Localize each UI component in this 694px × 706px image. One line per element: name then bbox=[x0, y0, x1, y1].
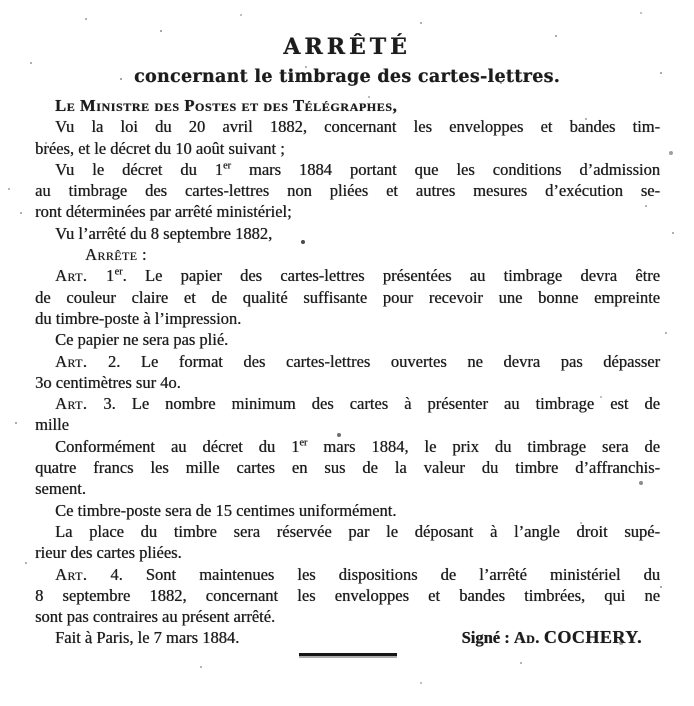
text-run: Conformément au décret du 1 bbox=[55, 436, 300, 456]
document-line bbox=[35, 478, 660, 499]
text-run: Art. 1 bbox=[55, 266, 115, 286]
text-run: Art. bbox=[55, 351, 88, 371]
text-run: Art. bbox=[55, 564, 88, 584]
document-line bbox=[35, 436, 660, 457]
text-run: du timbre-poste à l’impression. bbox=[35, 308, 242, 328]
text-run: de couleur claire et de qualité suffisante pour recevoir une bonne empreinte bbox=[35, 287, 660, 307]
text-run: 2. Le format des cartes-lettres ouvertes ne devra pas dépasser bbox=[87, 351, 660, 371]
document-line bbox=[35, 201, 660, 222]
document-line bbox=[35, 585, 660, 606]
document-line bbox=[35, 500, 660, 521]
text-run: brées, et le décret du 10 août suivant ; bbox=[35, 138, 285, 158]
document-line bbox=[35, 265, 660, 286]
document-line bbox=[35, 223, 660, 244]
text-run: 4. Sont maintenues les dispositions de l’arrêté ministériel du bbox=[87, 564, 660, 584]
text-run: Art. bbox=[55, 394, 88, 414]
text-run: Ce papier ne sera pas plié. bbox=[55, 330, 229, 350]
document-line bbox=[35, 457, 660, 478]
text-run: Ad. bbox=[513, 628, 540, 648]
text-run: er bbox=[222, 160, 231, 172]
end-rule bbox=[299, 653, 397, 656]
document-lines bbox=[35, 95, 660, 627]
document-subtitle: concernant le timbrage des cartes-lettres. bbox=[133, 67, 561, 87]
text-run: Signé : bbox=[461, 628, 514, 648]
document-line bbox=[35, 351, 660, 372]
document-line bbox=[35, 521, 660, 542]
document-line bbox=[35, 287, 660, 308]
document-line bbox=[35, 180, 660, 201]
text-run: 8 septembre 1882, concernant les enveloppes et bandes timbrées, qui ne bbox=[35, 585, 660, 605]
text-run: au timbrage des cartes-lettres non pliées et autres mesures d’exécution se- bbox=[35, 181, 660, 201]
document-line bbox=[35, 159, 660, 180]
document-line bbox=[35, 564, 660, 585]
document-line bbox=[35, 606, 660, 627]
document-line bbox=[35, 329, 660, 350]
text-run: Ce timbre-poste sera de 15 centimes uniformément. bbox=[55, 500, 397, 520]
text-run: ront déterminées par arrêté ministériel; bbox=[35, 202, 292, 222]
document-title: ARRÊTÉ bbox=[283, 34, 411, 60]
text-run: Vu l’arrêté du 8 septembre 1882, bbox=[55, 223, 273, 243]
text-run: er bbox=[299, 437, 308, 449]
signature bbox=[461, 627, 642, 648]
closing-place-date: Fait à Paris, le 7 mars 1884. bbox=[55, 628, 240, 648]
text-run: er bbox=[114, 266, 123, 278]
text-run: mars 1884, le prix du timbrage sera de bbox=[307, 436, 660, 456]
document-line bbox=[35, 414, 660, 435]
document-line bbox=[35, 95, 660, 116]
text-run: . Le papier des cartes-lettres présentées au timbrage devra être bbox=[122, 266, 660, 286]
document-line bbox=[35, 116, 660, 137]
document-line bbox=[35, 393, 660, 414]
text-run: mille bbox=[35, 415, 69, 435]
text-run: sont pas contraires au présent arrêté. bbox=[35, 607, 276, 627]
document-line bbox=[35, 244, 660, 265]
scan-noise bbox=[0, 0, 2, 2]
text-run: quatre francs les mille cartes en sus de la valeur du timbre d’affranchis- bbox=[35, 458, 660, 478]
text-run: Vu le décret du 1 bbox=[55, 159, 223, 179]
text-run: Arrête : bbox=[85, 245, 147, 265]
text-run: La place du timbre sera réservée par le déposant à l’angle droit supé- bbox=[55, 521, 660, 541]
text-run: COCHERY. bbox=[543, 627, 642, 648]
text-run: rieur des cartes pliées. bbox=[35, 543, 182, 563]
document-line bbox=[35, 308, 660, 329]
text-run: 3. Le nombre minimum des cartes à présenter au timbrage est de bbox=[87, 394, 660, 414]
text-run: Vu la loi du 20 avril 1882, concernant les enveloppes et bandes tim- bbox=[55, 117, 660, 137]
document-line bbox=[35, 542, 660, 563]
document-line bbox=[35, 372, 660, 393]
text-run: sement. bbox=[35, 479, 86, 499]
text-run: 3o centimètres sur 4o. bbox=[35, 372, 181, 392]
document-line bbox=[35, 138, 660, 159]
closing-line bbox=[35, 627, 660, 648]
text-run: mars 1884 portant que les conditions d’admission bbox=[230, 159, 660, 179]
document-body bbox=[35, 95, 660, 656]
text-run: Le Ministre des Postes et des Télégraphes, bbox=[55, 96, 398, 115]
